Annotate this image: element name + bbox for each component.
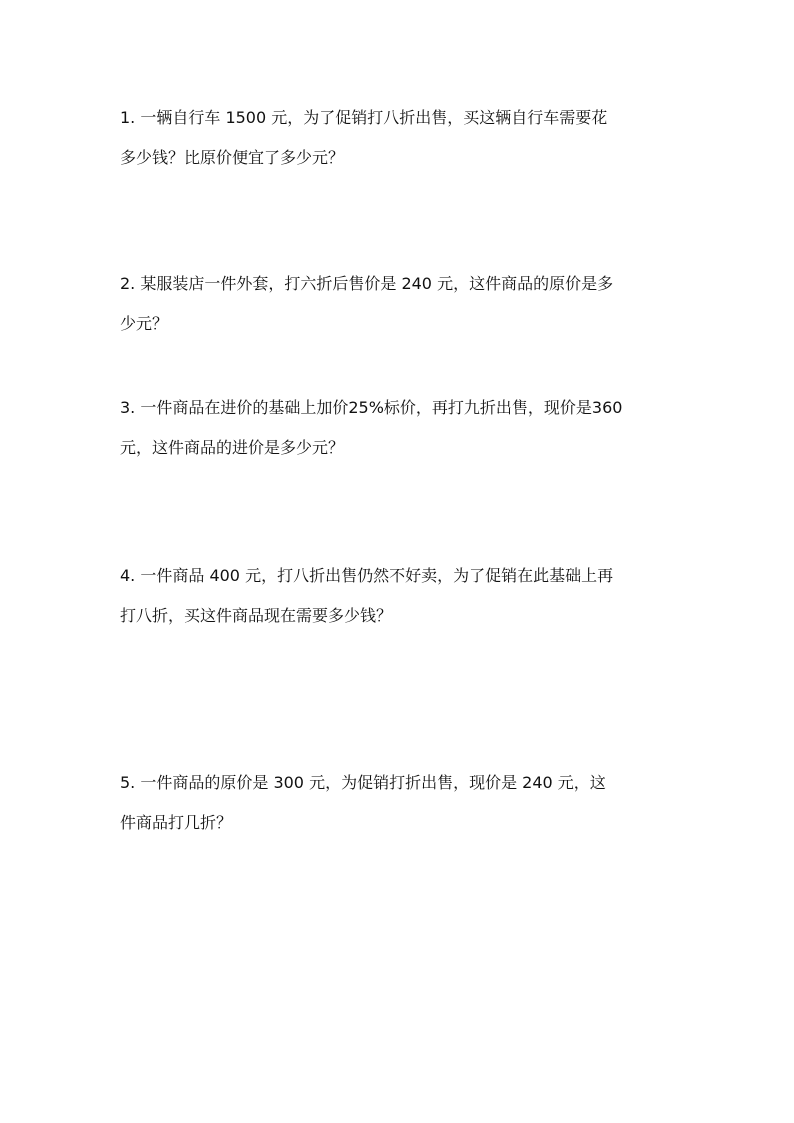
problem-3 <box>120 388 676 468</box>
problem-3-line-1: 3. 一件商品在进价的基础上加价25%标价，再打九折出售，现价是360 <box>120 398 623 417</box>
problem-2-line-2: 少元？ <box>120 314 169 333</box>
problem-3-line-2: 元，这件商品的进价是多少元？ <box>120 438 345 457</box>
problem-4 <box>120 556 676 636</box>
problem-5-line-1: 5. 一件商品的原价是 300 元，为促销打折出售，现价是 240 元，这 <box>120 773 606 792</box>
problem-1 <box>120 98 676 178</box>
problem-2-line-1: 2. 某服装店一件外套，打六折后售价是 240 元，这件商品的原价是多 <box>120 274 614 293</box>
problem-1-line-2: 多少钱？比原价便宜了多少元？ <box>120 148 345 167</box>
problem-4-line-1: 4. 一件商品 400 元，打八折出售仍然不好卖，为了促销在此基础上再 <box>120 566 614 585</box>
problem-5-line-2: 件商品打几折？ <box>120 813 233 832</box>
problem-2 <box>120 264 676 344</box>
problem-4-line-2: 打八折，买这件商品现在需要多少钱？ <box>120 606 393 625</box>
problem-5 <box>120 763 676 843</box>
problem-1-line-1: 1. 一辆自行车 1500 元，为了促销打八折出售，买这辆自行车需要花 <box>120 108 608 127</box>
